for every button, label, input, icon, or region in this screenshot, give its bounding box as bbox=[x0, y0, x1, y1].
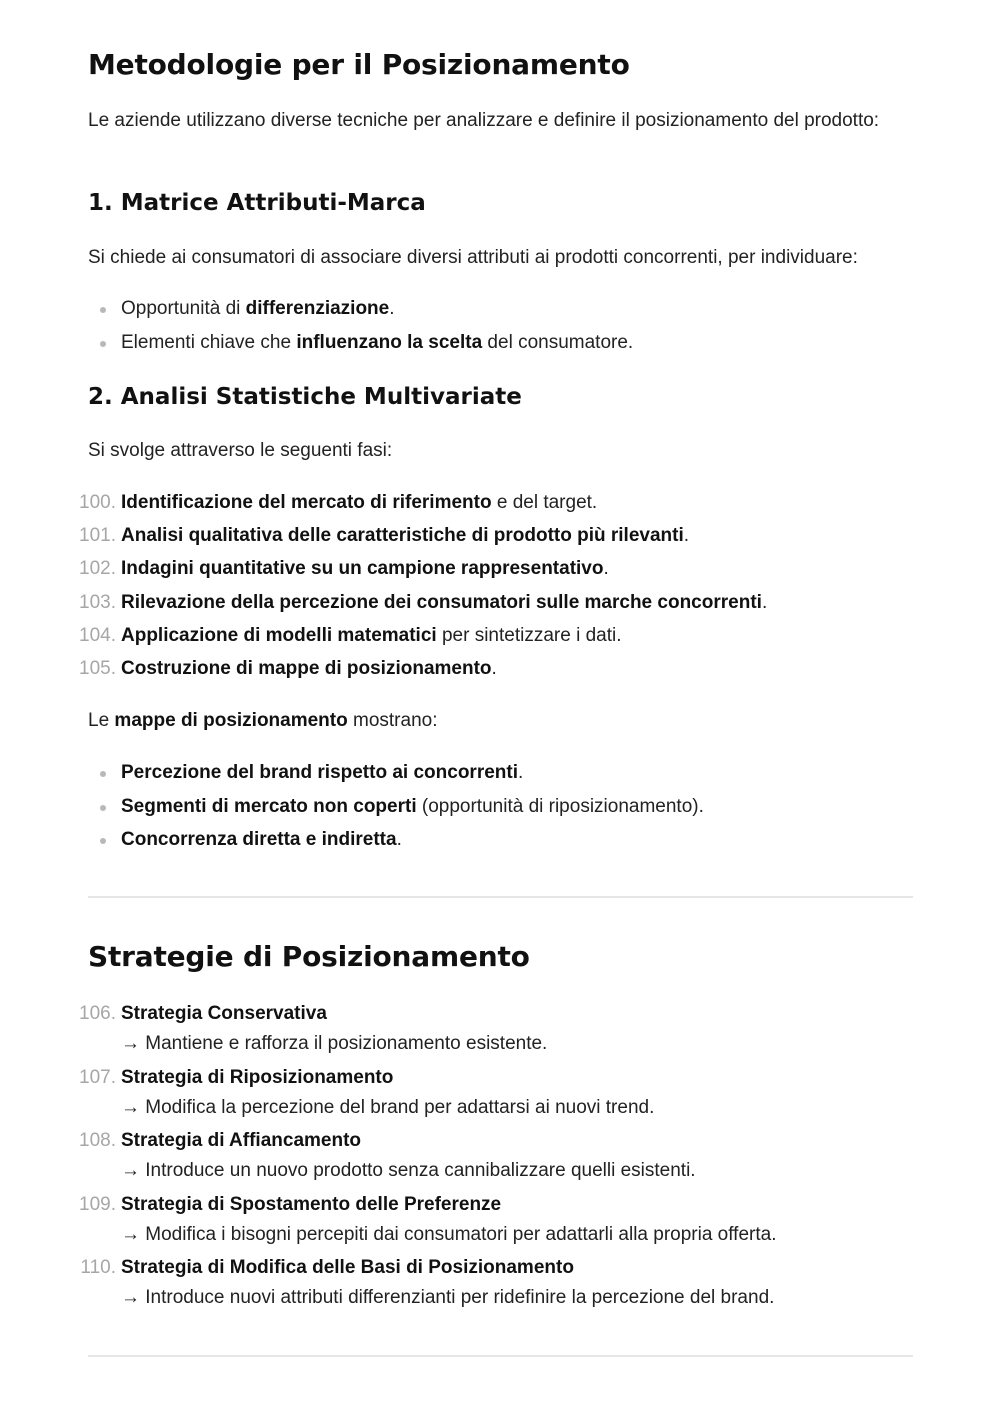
list-item bbox=[79, 1190, 913, 1254]
strategies-list bbox=[79, 999, 913, 1317]
list-item bbox=[79, 1126, 913, 1190]
section-title-strategies: Strategie di Posizionamento bbox=[88, 940, 530, 973]
maps-list bbox=[88, 756, 913, 857]
strategy-name: Strategia di Riposizionamento bbox=[121, 1066, 394, 1088]
item-number: 102. bbox=[79, 558, 116, 580]
strategy-description: → Introduce un nuovo prodotto senza cannibalizzare quelli esistenti. bbox=[121, 1160, 696, 1181]
item-number: 108. bbox=[79, 1130, 116, 1151]
list-item bbox=[79, 486, 913, 519]
item-number: 103. bbox=[79, 591, 116, 613]
item-bold: Concorrenza diretta e indiretta bbox=[121, 829, 397, 850]
item-number: 104. bbox=[79, 624, 116, 646]
item-text: . bbox=[518, 762, 524, 783]
item-bold: Percezione del brand rispetto ai concorrenti bbox=[121, 762, 518, 783]
strategy-name: Strategia di Affiancamento bbox=[121, 1130, 362, 1151]
strategy-description: → Modifica i bisogni percepiti dai consumatori per adattarli alla propria offerta. bbox=[121, 1223, 777, 1245]
intro-paragraph: Le aziende utilizzano diverse tecniche per analizzare e definire il posizionamento del prodotto: bbox=[88, 110, 880, 131]
item-text: . bbox=[389, 298, 395, 319]
item-bold: Identificazione del mercato di riferimento bbox=[121, 492, 492, 513]
heading-matrix: 1. Matrice Attributi-Marca bbox=[88, 190, 426, 216]
strategy-name: Strategia Conservativa bbox=[121, 1003, 327, 1024]
item-number: 110. bbox=[80, 1257, 116, 1278]
list-item bbox=[88, 790, 913, 824]
list-item bbox=[79, 519, 913, 552]
list-item bbox=[88, 823, 913, 857]
item-bold: Costruzione di mappe di posizionamento bbox=[121, 657, 492, 679]
list-item bbox=[79, 652, 913, 685]
strategy-description: → Introduce nuovi attributi differenzianti per ridefinire la percezione del brand. bbox=[121, 1287, 775, 1308]
section-divider bbox=[88, 1355, 913, 1357]
strategy-description: → Mantiene e rafforza il posizionamento esistente. bbox=[121, 1033, 548, 1054]
item-text: . bbox=[683, 525, 690, 547]
item-number: 106. bbox=[79, 1003, 116, 1024]
section-title-methodologies: Metodologie per il Posizionamento bbox=[88, 48, 630, 81]
item-number: 107. bbox=[79, 1066, 116, 1088]
multivariate-paragraph: Si svolge attraverso le seguenti fasi: bbox=[88, 440, 393, 461]
item-text: Opportunità di bbox=[121, 298, 246, 319]
item-bold: Applicazione di modelli matematici bbox=[121, 624, 437, 646]
list-item bbox=[80, 1253, 913, 1317]
item-bold: differenziazione bbox=[245, 298, 390, 319]
item-bold: Segmenti di mercato non coperti bbox=[121, 795, 417, 817]
matrix-paragraph: Si chiede ai consumatori di associare diversi attributi ai prodotti concorrenti, per individuare: bbox=[88, 247, 858, 268]
item-bold: Rilevazione della percezione dei consumatori sulle marche concorrenti bbox=[121, 591, 762, 613]
list-item bbox=[79, 1063, 913, 1127]
item-text: del consumatore. bbox=[482, 331, 634, 353]
list-item bbox=[79, 586, 913, 619]
strategy-name: Strategia di Modifica delle Basi di Posizionamento bbox=[121, 1257, 574, 1278]
maps-text: mostrano: bbox=[347, 710, 438, 731]
section-divider bbox=[88, 896, 913, 898]
item-number: 109. bbox=[79, 1193, 116, 1215]
matrix-list bbox=[88, 292, 913, 359]
item-text: . bbox=[761, 591, 768, 613]
item-text: e del target. bbox=[491, 492, 598, 513]
maps-bold: mappe di posizionamento bbox=[114, 710, 348, 731]
steps-list bbox=[79, 486, 913, 685]
list-item bbox=[79, 619, 913, 652]
list-item bbox=[79, 552, 913, 585]
item-number: 100. bbox=[79, 492, 116, 513]
item-text: . bbox=[396, 829, 402, 850]
strategy-name: Strategia di Spostamento delle Preferenze bbox=[121, 1193, 502, 1215]
item-number: 105. bbox=[79, 657, 116, 679]
list-item bbox=[88, 292, 913, 326]
strategy-description: → Modifica la percezione del brand per adattarsi ai nuovi trend. bbox=[121, 1096, 655, 1118]
list-item bbox=[79, 999, 913, 1063]
item-text: (opportunità di riposizionamento). bbox=[416, 795, 704, 817]
item-text: Elementi chiave che bbox=[121, 331, 297, 353]
item-text: . bbox=[603, 558, 609, 580]
maps-paragraph bbox=[88, 706, 888, 736]
list-item bbox=[88, 326, 913, 360]
list-item bbox=[88, 756, 913, 790]
item-bold: Analisi qualitativa delle caratteristiche di prodotto più rilevanti bbox=[121, 525, 684, 547]
item-bold: Indagini quantitative su un campione rappresentativo bbox=[121, 558, 604, 580]
item-number: 101. bbox=[79, 525, 116, 547]
item-text: per sintetizzare i dati. bbox=[436, 624, 622, 646]
item-text: . bbox=[491, 657, 497, 679]
item-bold: influenzano la scelta bbox=[296, 331, 483, 353]
heading-multivariate: 2. Analisi Statistiche Multivariate bbox=[88, 384, 522, 410]
maps-text: Le bbox=[88, 710, 115, 731]
